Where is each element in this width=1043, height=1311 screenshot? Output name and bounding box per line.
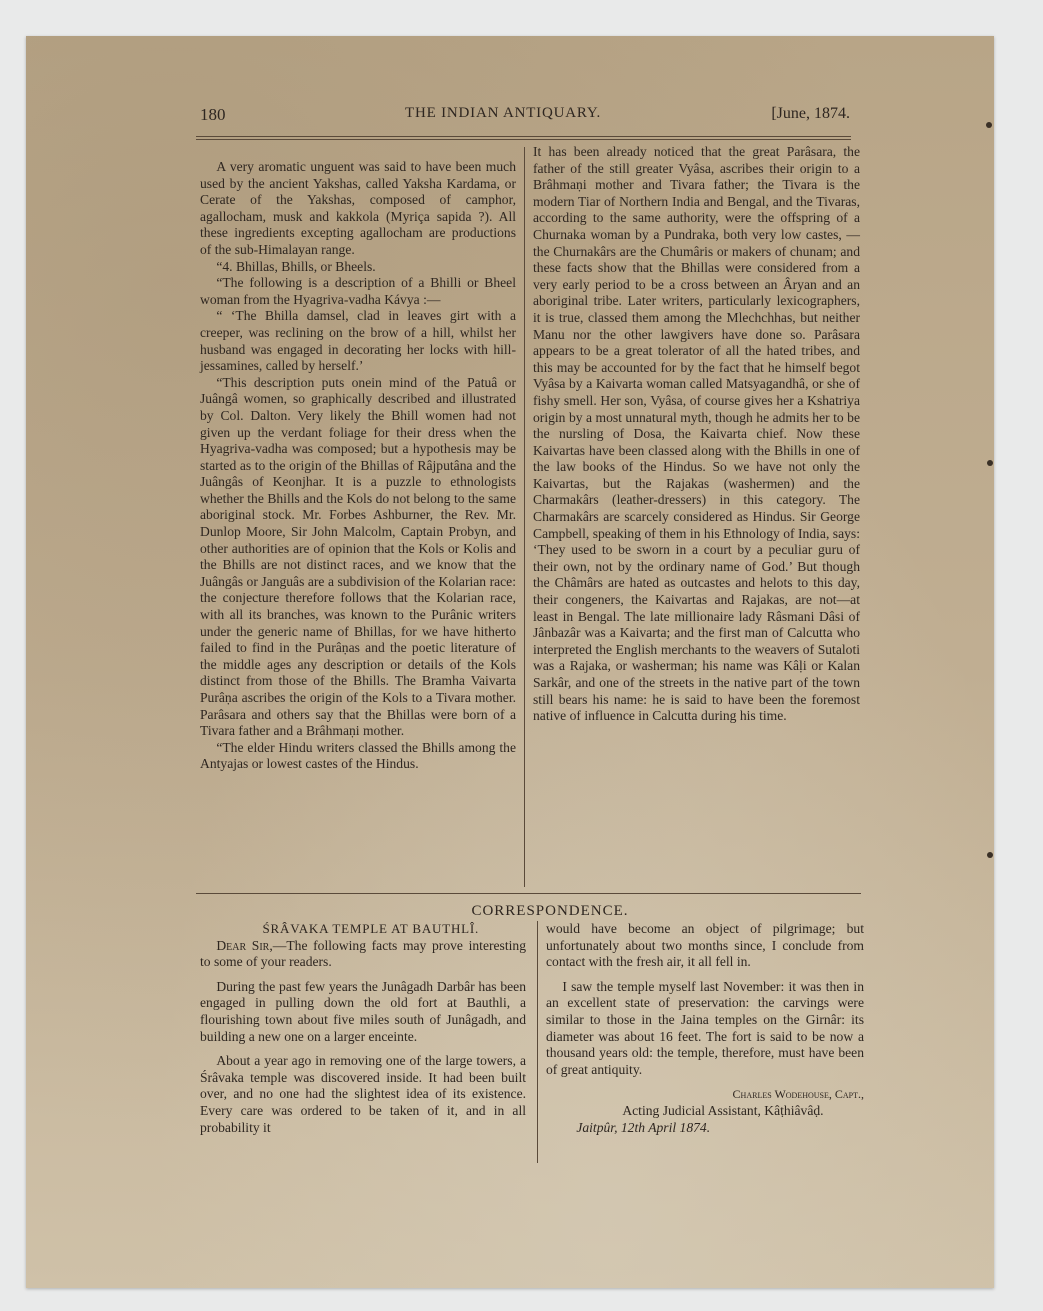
salutation: Dear Sir, bbox=[216, 937, 273, 953]
paragraph: During the past few years the Junâgadh Darbâr has been engaged in pulling down the old fort at Bauthli, a flourishing town about five miles south of Junâgadh, and building a new one on a larger enceinte. bbox=[200, 978, 526, 1044]
paragraph: —The following facts may prove interesting to some of your readers. bbox=[200, 937, 526, 970]
column-divider bbox=[524, 147, 525, 887]
issue-date: [June, 1874. bbox=[771, 105, 850, 122]
left-column bbox=[200, 159, 516, 773]
binding-hole bbox=[987, 460, 993, 466]
section-heading: “4. Bhillas, Bhills, or Bheels. bbox=[216, 258, 376, 274]
paragraph: “This description puts onein mind of the Patuâ or Juângâ women, so graphically described and illustrated by Col. Dalton. Very likely the Bhill women had not given up the verdant foliage for their dress when the Hyagriva-vadha was composed; but a hypothesis may be started as to the origin of the Bhillas of Râjputâna and the Juângâs of Keonjhar. It is a puzzle to ethnologists whether the Bhills and the Kols do not belong to the same aboriginal stock. Mr. Forbes Ashburner, the Rev. Mr. Dunlop Moore, Sir John Malcolm, Captain Probyn, and other authorities are of opinion that the Kols or Kolis and the Bhills are not distinct races, and we know that the Juângâs or Janguâs are a subdivision of the Kolarian race: the conjecture therefore follows that the Kolarian race, with all its branches, was known to the Purânic writers under the generic name of Bhillas, for we have hitherto failed to find in the Purâṇas and the poetic literature of the middle ages any description or details of the Kols distinct from those of the Bhills. The Bramha Vaivarta Purâṇa ascribes the origin of the Kols to a Tivara mother. Parâsara and others say that the Bhillas were born of a Tivara father and a Brâhmaṇi mother. bbox=[200, 374, 516, 739]
running-header bbox=[200, 105, 850, 129]
paragraph: About a year ago in removing one of the large towers, a Śrâvaka temple was discovered inside. It had been built over, and no one had the slightest idea of its existence. Every care was ordered to be taken of it, and in all probability it bbox=[200, 1053, 526, 1135]
page-number: 180 bbox=[200, 105, 226, 124]
column-divider bbox=[537, 921, 538, 1163]
paragraph: It has been already noticed that the great Parâsara, the father of the still greater Vyâsa, ascribes their origin to a Brâhmaṇi mother and Tivara father; the Tivara is the modern Tiar of Northern India and Bengal, and the Tivaras, according to the same authority, were the offspring of a Churnaka woman by a Pundraka, both very low castes, —the Churnakârs are the Chumâris or makers of chunam; and these facts show that the Bhillas were considered from a very early period to be a cross between an Âryan and an aboriginal tribe. Later writers, particularly lexicographers, it is true, classed them among the Mlechchhas, but neither Manu nor the other lawgivers have done so. Parâsara appears to be a great tolerator of all the hated tribes, and this may be accounted for by the fact that he himself begot Vyâsa by a Kaivarta woman called Matsyagandhâ, or she of fishy smell. Her son, Vyâsa, of course gives her a Kshatriya origin by a most unnatural myth, though he admits her to be the nursling of Dosa, the Kaivarta chief. Now these Kaivartas have been classed along with the Bhills in one of the law books of the Hindus. So we have not only the Kaivartas, but the Rajakas (washermen) and the Charmakârs (leather-dressers) in this category. The Charmakârs are scarcely considered as Hindus. Sir George Campbell, speaking of them in his Ethnology of India, says: ‘They used to be sworn in a court by a peculiar guru of their own, not by the ordinary name of God.’ But though the Châmârs are hated as outcastes and helots to this day, their congeners, the Kaivartas and Rajakas, are not—at least in Bengal. The late millionaire lady Râsmani Dâsi of Jânbazâr was a Kaivarta; and the first man of Calcutta who interpreted the English merchants to the weavers of Sutaloti was a Rajaka, or washerman; his name was Kâḷi or Kalan Sarkâr, and one of the streets in the native part of the town still bears his name: he is said to have been the foremost native of influence in Calcutta during his time. bbox=[533, 144, 860, 724]
paragraph: “The following is a description of a Bhilli or Bheel woman from the Hyagriva-vadha Kávya :— bbox=[200, 275, 516, 307]
header-rule bbox=[196, 136, 851, 137]
right-column bbox=[533, 144, 860, 725]
dateline: Jaitpûr, 12th April 1874. bbox=[576, 1119, 711, 1135]
journal-title: THE INDIAN ANTIQUARY. bbox=[405, 105, 602, 121]
paragraph: A very aromatic unguent was said to have been much used by the ancient Yakshas, called Yaksha Kardama, or Cerate of the Yakshas, composed of camphor, agallocham, musk and kakkola (Myriça sapida ?). All these ingredients excepting agallocham are productions of the sub-Himalayan range. bbox=[200, 159, 516, 257]
quotation: “ ‘The Bhilla damsel, clad in leaves girt with a creeper, was reclining on the brow of a hill, whilst her husband was engaged in decorating her locks with hill-jessamines, called by herself.’ bbox=[200, 308, 516, 374]
signature-title: Acting Judicial Assistant, Kâṭhiâvâḍ. bbox=[622, 1102, 824, 1118]
binding-hole bbox=[986, 122, 992, 128]
letter-title: ŚRÂVAKA TEMPLE AT BAUTHLÎ. bbox=[262, 921, 480, 936]
correspondence-right-column bbox=[546, 921, 864, 1136]
paragraph: “The elder Hindu writers classed the Bhills among the Antyajas or lowest castes of the Hindus. bbox=[200, 739, 516, 772]
correspondence-heading: CORRESPONDENCE. bbox=[471, 903, 629, 919]
correspondence-left-column bbox=[200, 921, 526, 1136]
signature: Charles Wodehouse, Capt., bbox=[732, 1087, 864, 1102]
paragraph: would have become an object of pilgrimage; but unfortunately about two months since, I conclude from contact with the fresh air, it all fell in. bbox=[546, 921, 864, 970]
paragraph: I saw the temple myself last November: it was then in an excellent state of preservation: the carvings were similar to those in the Jaina temples on the Girnâr: its diameter was about 16 feet. The fort is said to be now a thousand years old: the temple, therefore, must have been of great antiquity. bbox=[546, 978, 864, 1077]
section-rule bbox=[196, 893, 861, 894]
header-rule bbox=[196, 139, 851, 140]
binding-hole bbox=[987, 852, 993, 858]
